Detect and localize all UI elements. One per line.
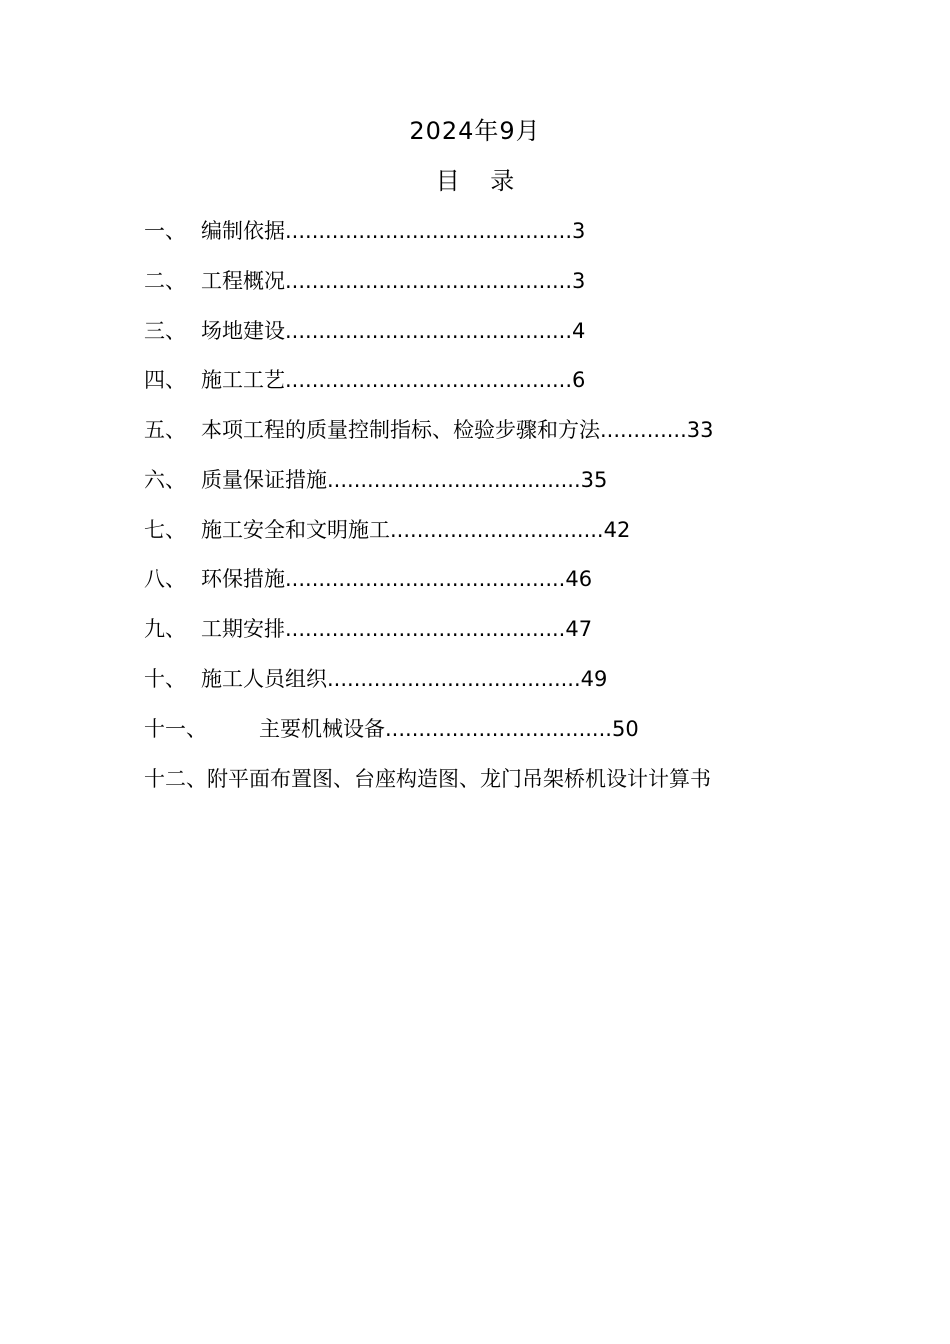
- toc-entry-page: 47: [565, 617, 593, 641]
- toc-entry-page: 6: [572, 368, 586, 392]
- toc-entry-text: 编制依据: [201, 219, 285, 243]
- toc-entry-leader: ......................................: [327, 667, 581, 691]
- toc-entry-text: 工期安排: [201, 617, 285, 641]
- toc-entry-number: 三、: [144, 319, 186, 343]
- toc-entry-leader: ...........................................: [285, 368, 573, 392]
- toc-entry-text: 主要机械设备: [259, 717, 385, 741]
- toc-entry-leader: ...........................................: [285, 219, 573, 243]
- toc-entry-text: 场地建设: [201, 319, 285, 343]
- toc-entry-12: [144, 763, 711, 795]
- toc-entry-8: [144, 563, 592, 595]
- toc-entry-text: 施工安全和文明施工: [201, 518, 390, 542]
- toc-entry-page: 49: [580, 667, 608, 691]
- toc-entry-leader: ...........................................: [285, 269, 573, 293]
- toc-entry-text: 施工工艺: [201, 368, 285, 392]
- toc-entry-number: 九、: [144, 617, 186, 641]
- toc-entry-number: 八、: [144, 567, 186, 591]
- toc-entry-number: 七、: [144, 518, 186, 542]
- toc-title: 目 录: [435, 167, 515, 195]
- toc-entry-number: 六、: [144, 468, 186, 492]
- toc-entry-leader: ......................................: [327, 468, 581, 492]
- toc-entry-10: [144, 663, 607, 695]
- toc-entry-text: 附平面布置图、台座构造图、龙门吊架桥机设计计算书: [207, 767, 711, 791]
- toc-entry-leader: .............: [600, 418, 687, 442]
- toc-entry-number: 一、: [144, 219, 186, 243]
- toc-entry-leader: ..........................................: [285, 617, 566, 641]
- toc-entry-page: 3: [572, 269, 586, 293]
- toc-entry-2: [144, 265, 585, 297]
- toc-entry-page: 46: [565, 567, 593, 591]
- toc-entry-3: [144, 315, 585, 347]
- toc-entry-text: 本项工程的质量控制指标、检验步骤和方法: [201, 418, 600, 442]
- toc-entry-6: [144, 464, 607, 496]
- toc-entry-page: 50: [611, 717, 639, 741]
- toc-entry-5: [144, 414, 714, 446]
- toc-entry-leader: ..........................................: [285, 567, 566, 591]
- toc-entry-page: 4: [572, 319, 586, 343]
- toc-entry-leader: ...........................................: [285, 319, 573, 343]
- toc-entry-text: 工程概况: [201, 269, 285, 293]
- toc-entry-page: 3: [572, 219, 586, 243]
- toc-entry-number: 十一、: [144, 717, 207, 741]
- toc-entry-4: [144, 364, 585, 396]
- toc-entry-number: 二、: [144, 269, 186, 293]
- toc-entry-page: 35: [580, 468, 608, 492]
- toc-entry-1: [144, 215, 585, 247]
- toc-entry-text: 环保措施: [201, 567, 285, 591]
- toc-entry-number: 四、: [144, 368, 186, 392]
- toc-entry-page: 33: [686, 418, 714, 442]
- toc-entry-number: 十、: [144, 667, 186, 691]
- toc-entry-leader: ..................................: [385, 717, 612, 741]
- document-date: 2024年9月: [409, 117, 541, 145]
- toc-entry-leader: ................................: [390, 518, 604, 542]
- toc-entry-number: 十二、: [144, 767, 207, 791]
- toc-entry-7: [144, 514, 630, 546]
- toc-entry-page: 42: [603, 518, 631, 542]
- toc-entry-text: 质量保证措施: [201, 468, 327, 492]
- toc-entry-11: [144, 713, 639, 745]
- toc-entry-9: [144, 613, 592, 645]
- toc-entry-text: 施工人员组织: [201, 667, 327, 691]
- toc-entry-number: 五、: [144, 418, 186, 442]
